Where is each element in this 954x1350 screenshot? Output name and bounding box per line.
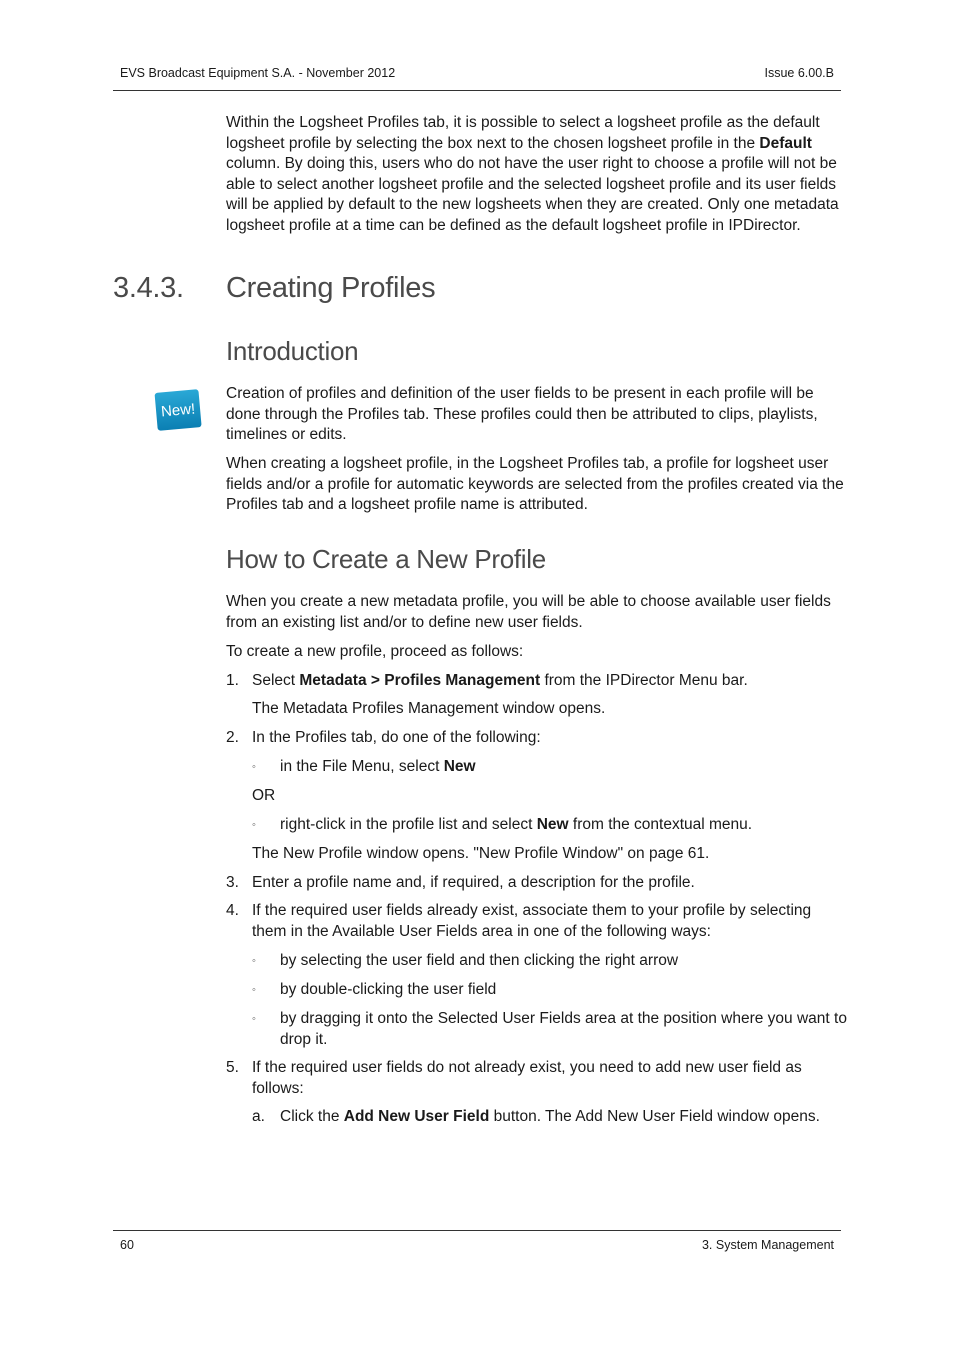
step-5-line-1: If the required user fields do not already exist, you need to add new user field as	[252, 1059, 802, 1076]
introduction-paragraph-1	[226, 384, 846, 446]
step-2-or: OR	[252, 787, 276, 804]
step-2-option-1	[280, 757, 476, 778]
step-2-text: In the Profiles tab, do one of the following:	[252, 729, 541, 746]
howto-p1-line-2: from an existing list and/or to define new user fields.	[226, 613, 583, 631]
intro-p1-line-2: done through the Profiles tab. These profiles could then be attributed to clips, playlists,	[226, 405, 818, 423]
step-2-option-1-new: New	[443, 758, 476, 775]
new-badge-text: New!	[160, 400, 196, 421]
intro-p1-line-3: timelines or edits.	[226, 426, 347, 444]
howto-p1-line-1: When you create a new metadata profile, you will be able to choose available user fields	[226, 593, 831, 610]
step-1-text	[252, 671, 748, 692]
step-1-menu-path: Metadata > Profiles Management	[299, 672, 541, 689]
introduction-heading: Introduction	[226, 336, 359, 366]
section-number: 3.4.3.	[113, 272, 184, 304]
step-5a-text	[280, 1107, 820, 1128]
howto-heading: How to Create a New Profile	[226, 544, 546, 574]
step-4-text	[252, 901, 811, 942]
intro-line-6: logsheet profile at a time can be defined as the default logsheet profile in IPDirector.	[226, 216, 801, 234]
intro-line-3: column. By doing this, users who do not have the user right to choose a profile will not be	[226, 155, 837, 173]
step-4-line-1: If the required user fields already exist, associate them to your profile by selecting	[252, 902, 812, 919]
step-4-option-3	[280, 1009, 847, 1050]
intro-p1-line-1: Creation of profiles and definition of the user fields to be present in each profile will be	[226, 385, 814, 402]
step-2-bullet-1: ◦	[252, 761, 256, 773]
step-5a-text-a: Click the	[280, 1108, 344, 1125]
step-5-text	[252, 1058, 802, 1099]
header-rule	[113, 90, 841, 91]
default-column-label: Default	[759, 134, 812, 152]
step-4-bullet-3: ◦	[252, 1013, 256, 1025]
intro-p2-line-3: Profiles tab and a logsheet profile name is attributed.	[226, 496, 588, 514]
step-2-option-2-text-c: from the contextual menu.	[568, 816, 753, 833]
step-2-option-1-text: in the File Menu, select	[280, 758, 444, 775]
footer-chapter: 3. System Management	[701, 1238, 834, 1252]
intro-line-1: Within the Logsheet Profiles tab, it is possible to select a logsheet profile as the default	[226, 114, 820, 131]
step-5a-label: a.	[252, 1108, 265, 1125]
intro-p2-line-2: fields and/or a profile for automatic keywords are selected from the profiles created via the	[226, 475, 844, 493]
howto-paragraph-1	[226, 592, 846, 633]
step-5-number: 5.	[226, 1059, 239, 1076]
intro-line-5: will be applied by default to the new logsheets when they are created. Only one metadata	[226, 196, 839, 214]
step-1-text-a: Select	[252, 672, 300, 689]
step-4-option-3-line-1: by dragging it onto the Selected User Fields area at the position where you want to	[280, 1010, 847, 1027]
step-3-text: Enter a profile name and, if required, a description for the profile.	[252, 874, 695, 891]
section-title: Creating Profiles	[226, 272, 436, 304]
footer-rule	[113, 1230, 841, 1231]
step-1-text-c: from the IPDirector Menu bar.	[540, 672, 748, 689]
intro-line-2: logsheet profile by selecting the box next to the chosen logsheet profile in the	[226, 134, 760, 152]
step-4-bullet-2: ◦	[252, 984, 256, 996]
step-2-result: The New Profile window opens. "New Profile Window" on page 61.	[252, 845, 710, 862]
step-5-line-2: follows:	[252, 1079, 304, 1097]
step-2-bullet-2: ◦	[252, 819, 256, 831]
new-badge-icon	[154, 386, 203, 433]
step-4-option-1: by selecting the user field and then clicking the right arrow	[280, 952, 679, 969]
step-2-option-2	[280, 815, 752, 836]
step-1-result: The Metadata Profiles Management window opens.	[252, 700, 606, 717]
intro-paragraph	[226, 113, 846, 237]
introduction-paragraph-2	[226, 454, 846, 516]
step-4-bullet-1: ◦	[252, 955, 256, 967]
header-right: Issue 6.00.B	[764, 66, 834, 80]
step-2-number: 2.	[226, 729, 239, 746]
header-left: EVS Broadcast Equipment S.A. - November 2012	[120, 66, 396, 80]
step-4-option-2: by double-clicking the user field	[280, 981, 497, 998]
intro-line-4: able to select another logsheet profile and the selected logsheet profile and its user fields	[226, 175, 837, 193]
section-heading	[113, 272, 435, 305]
step-4-option-3-line-2: drop it.	[280, 1030, 328, 1048]
step-4-line-2: them in the Available User Fields area in one of the following ways:	[252, 922, 711, 940]
add-new-user-field-label: Add New User Field	[343, 1108, 490, 1125]
howto-paragraph-2: To create a new profile, proceed as follows:	[226, 643, 524, 660]
step-5a-text-c: button. The Add New User Field window opens.	[489, 1108, 820, 1125]
footer-page-number: 60	[120, 1238, 134, 1252]
step-2-option-2-new: New	[536, 816, 569, 833]
intro-p2-line-1: When creating a logsheet profile, in the Logsheet Profiles tab, a profile for logsheet user	[226, 455, 829, 472]
step-4-number: 4.	[226, 902, 239, 919]
step-3-number: 3.	[226, 874, 239, 891]
step-2-option-2-text-a: right-click in the profile list and select	[280, 816, 537, 833]
step-1-number: 1.	[226, 672, 239, 689]
